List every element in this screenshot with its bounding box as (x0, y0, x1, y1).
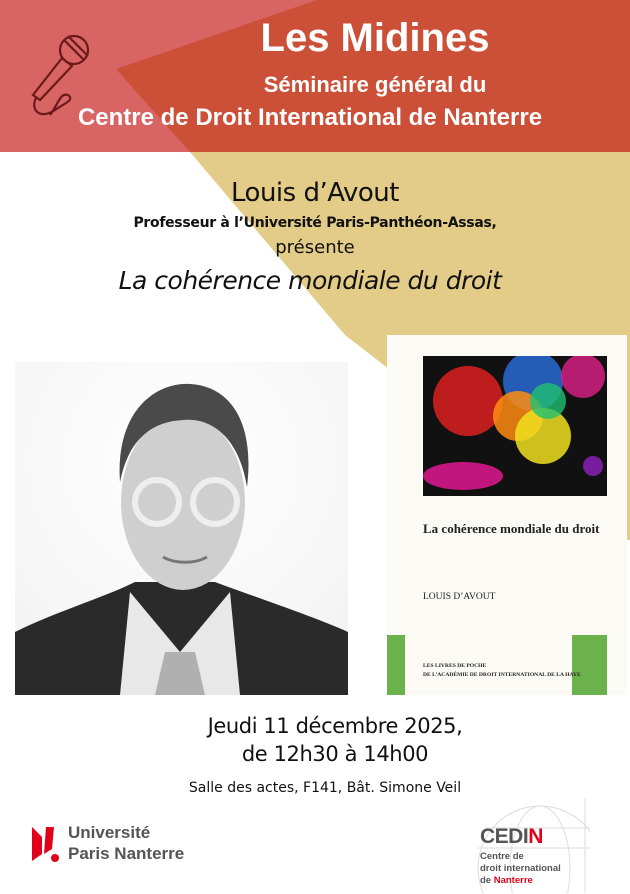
speaker-name: Louis d’Avout (231, 178, 399, 208)
cedin-name-accent: N (528, 825, 543, 848)
speaker-photo (15, 362, 348, 695)
upn-line: Paris Nanterre (68, 844, 185, 863)
green-bar-left (387, 635, 405, 695)
upn-line: Université (68, 823, 151, 842)
cedin-name: CEDI (480, 825, 529, 848)
book-cover (387, 335, 627, 695)
event-series-title: Les Midines (260, 16, 490, 60)
book-series (423, 662, 581, 680)
cedin-logo (480, 825, 561, 887)
upn-logo-mark (32, 827, 64, 863)
book-author: LOUIS D’AVOUT (423, 592, 496, 602)
organizer-name: Centre de Droit International de Nanterre (77, 104, 543, 131)
event-time: de 12h30 à 14h00 (241, 742, 429, 766)
presents-label: présente (275, 237, 355, 258)
talk-title: La cohérence mondiale du droit (118, 266, 502, 295)
speaker-affiliation: Professeur à l’Université Paris-Panthéon-Assas, (133, 215, 497, 231)
cedin-line: de (480, 875, 494, 886)
book-series-line: LES LIVRES DE POCHE (423, 663, 487, 669)
cedin-line: droit international (480, 863, 561, 874)
event-location: Salle des actes, F141, Bât. Simone Veil (188, 780, 462, 796)
upn-logo-text (68, 822, 184, 864)
cedin-line-accent: Nanterre (493, 875, 533, 886)
event-date: Jeudi 11 décembre 2025, (207, 714, 463, 738)
book-series-line: DE L’ACADÉMIE DE DROIT INTERNATIONAL DE LA HAYE (423, 672, 581, 678)
cedin-line: Centre de (480, 851, 524, 862)
book-title: La cohérence mondiale du droit (423, 521, 600, 536)
book-cover-artwork (423, 356, 607, 496)
seminar-subtitle: Séminaire général du (263, 72, 487, 97)
